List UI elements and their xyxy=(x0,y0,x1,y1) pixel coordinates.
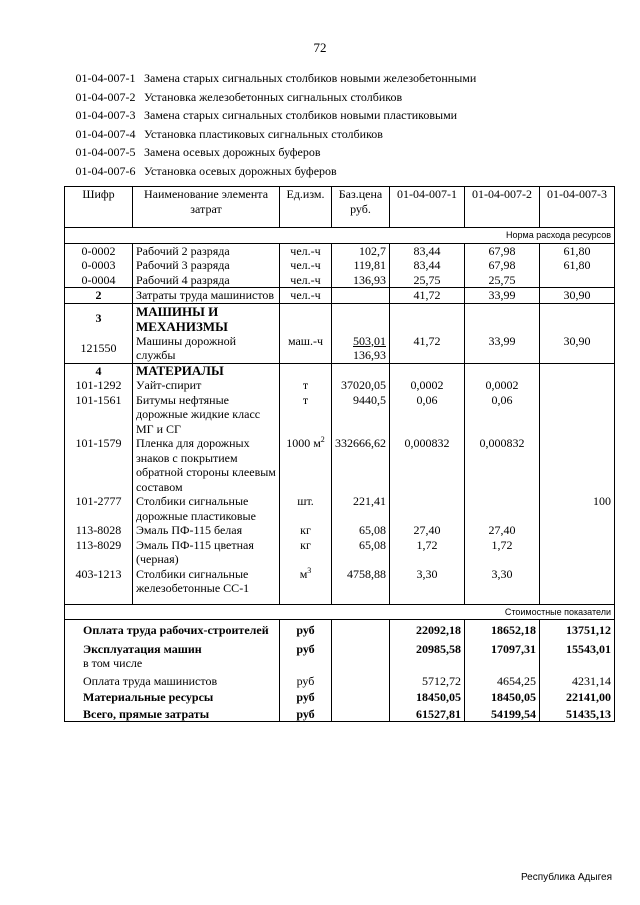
cost-value-2: 18450,05 xyxy=(465,688,540,705)
cost-row xyxy=(65,688,615,705)
cost-value-2: 4654,25 xyxy=(465,671,540,689)
code-id: 01-04-007-3 xyxy=(75,108,136,122)
unit-text: м xyxy=(299,566,308,581)
cost-row xyxy=(65,671,615,689)
unit-superscript: 3 xyxy=(307,565,312,575)
row-unit: маш.-ч xyxy=(280,334,332,364)
row-value-2: 0,000832 xyxy=(465,436,540,494)
cost-value-3: 4231,14 xyxy=(540,671,615,689)
row-code: 113-8028 xyxy=(65,523,133,538)
row-name: Машины дорожной службы xyxy=(133,334,280,364)
row-code: 403-1213 xyxy=(65,567,133,605)
header-name: Наименование элемента затрат xyxy=(133,187,280,228)
row-price: 136,93 xyxy=(332,273,390,288)
row-price: 37020,05 xyxy=(332,378,390,393)
cost-value-2: 17097,31 xyxy=(465,638,540,657)
cost-value-3: 15543,01 xyxy=(540,638,615,657)
code-id: 01-04-007-6 xyxy=(75,163,136,178)
row-price: 4758,88 xyxy=(332,567,390,605)
unit-superscript: 2 xyxy=(320,435,325,444)
row-code: 101-2777 xyxy=(65,494,133,523)
cost-value-3: 13751,12 xyxy=(540,620,615,638)
cost-value-3: 51435,13 xyxy=(540,705,615,722)
cost-name: Эксплуатация машин xyxy=(65,638,280,657)
row-name: Эмаль ПФ-115 цветная (черная) xyxy=(133,538,280,567)
row-name: Уайт-спирит xyxy=(133,378,280,393)
table-header-row xyxy=(65,187,615,228)
table-row xyxy=(65,523,615,538)
table-row xyxy=(65,288,615,304)
cost-value-2: 18652,18 xyxy=(465,620,540,638)
row-value-2: 25,75 xyxy=(465,273,540,288)
norm-caption: Норма расхода ресурсов xyxy=(65,228,615,244)
cost-value-2 xyxy=(465,656,540,671)
row-code: 0-0003 xyxy=(65,258,133,273)
row-name: Столбики сигнальные дорожные пластиковые xyxy=(133,494,280,523)
cost-row xyxy=(65,638,615,657)
row-price: 65,08 xyxy=(332,538,390,567)
cost-value-1: 5712,72 xyxy=(390,671,465,689)
header-col2: 01-04-007-2 xyxy=(465,187,540,228)
row-name: Рабочий 4 разряда xyxy=(133,273,280,288)
cost-name: Всего, прямые затраты xyxy=(65,705,280,722)
row-code: 101-1579 xyxy=(65,436,133,494)
table-row xyxy=(65,393,615,437)
row-value-2: 3,30 xyxy=(465,567,540,605)
row-price: 9440,5 xyxy=(332,393,390,437)
cost-value-2: 54199,54 xyxy=(465,705,540,722)
cost-caption: Стоимостные показатели xyxy=(65,604,615,620)
row-value-2: 67,98 xyxy=(465,258,540,273)
row-price: 119,81 xyxy=(332,258,390,273)
code-id: 01-04-007-1 xyxy=(75,71,136,85)
row-value-3 xyxy=(540,538,615,567)
row-value-2: 67,98 xyxy=(465,243,540,258)
row-code: 121550 xyxy=(65,334,133,364)
section-title: МАТЕРИАЛЫ xyxy=(133,363,280,378)
row-name: Эмаль ПФ-115 белая xyxy=(133,523,280,538)
row-code: 113-8029 xyxy=(65,538,133,567)
row-value-1: 0,0002 xyxy=(390,378,465,393)
section-code: 2 xyxy=(65,288,133,304)
code-description: Замена старых сигнальных столбиков новыми пластиковыми xyxy=(144,108,458,122)
norm-caption-row xyxy=(65,228,615,244)
row-price xyxy=(332,334,390,364)
row-value-1 xyxy=(390,494,465,523)
row-value-3 xyxy=(540,523,615,538)
row-value-3 xyxy=(540,393,615,437)
header-shifr: Шифр xyxy=(65,187,133,228)
row-value-2: 27,40 xyxy=(465,523,540,538)
cost-row xyxy=(65,705,615,722)
table-row xyxy=(65,258,615,273)
code-description: Установка железобетонных сигнальных столбиков xyxy=(144,89,403,104)
table-row xyxy=(65,378,615,393)
row-name: Битумы нефтяные дорожные жидкие класс МГ и СГ xyxy=(133,393,280,437)
row-price: 221,41 xyxy=(332,494,390,523)
row-unit: шт. xyxy=(280,494,332,523)
cost-value-1: 20985,58 xyxy=(390,638,465,657)
row-value-3 xyxy=(540,378,615,393)
cost-row xyxy=(65,656,615,671)
resource-table xyxy=(64,186,615,722)
cost-value-1: 22092,18 xyxy=(390,620,465,638)
row-unit: чел.-ч xyxy=(280,273,332,288)
row-value-2: 33,99 xyxy=(465,288,540,304)
row-value-2: 0,0002 xyxy=(465,378,540,393)
row-value-3 xyxy=(540,567,615,605)
code-description: Замена старых сигнальных столбиков новыми железобетонными xyxy=(144,71,477,85)
section-heading-row xyxy=(65,363,615,378)
row-code: 101-1561 xyxy=(65,393,133,437)
price-value: 136,93 xyxy=(353,348,386,362)
cost-name: в том числе xyxy=(65,656,280,671)
row-value-1: 1,72 xyxy=(390,538,465,567)
row-value-2: 1,72 xyxy=(465,538,540,567)
row-value-3 xyxy=(540,436,615,494)
code-line xyxy=(67,143,476,162)
row-value-1: 41,72 xyxy=(390,334,465,364)
row-unit: чел.-ч xyxy=(280,288,332,304)
row-value-1: 41,72 xyxy=(390,288,465,304)
cost-unit: руб xyxy=(280,620,332,638)
cost-unit: руб xyxy=(280,638,332,657)
row-value-1: 25,75 xyxy=(390,273,465,288)
header-col3: 01-04-007-3 xyxy=(540,187,615,228)
row-value-1: 3,30 xyxy=(390,567,465,605)
row-value-3: 61,80 xyxy=(540,243,615,258)
code-line xyxy=(67,88,476,107)
cost-value-3 xyxy=(540,656,615,671)
row-name: Рабочий 3 разряда xyxy=(133,258,280,273)
row-value-1: 27,40 xyxy=(390,523,465,538)
table-row xyxy=(65,334,615,364)
header-base-price: Баз.цена руб. xyxy=(332,187,390,228)
row-name: Столбики сигнальные железобетонные СС-1 xyxy=(133,567,280,605)
row-name: Пленка для дорожных знаков с покрытием обратной стороны клеевым составом xyxy=(133,436,280,494)
header-col1: 01-04-007-1 xyxy=(390,187,465,228)
code-description: Установка осевых дорожных буферов xyxy=(144,163,337,178)
row-price: 332666,62 xyxy=(332,436,390,494)
cost-name: Оплата труда машинистов xyxy=(65,671,280,689)
cost-unit: руб xyxy=(280,705,332,722)
cost-caption-row xyxy=(65,604,615,620)
cost-value-1 xyxy=(390,656,465,671)
row-price: 102,7 xyxy=(332,243,390,258)
cost-unit: руб xyxy=(280,671,332,689)
cost-unit: руб xyxy=(280,688,332,705)
row-unit: чел.-ч xyxy=(280,258,332,273)
section-code: 4 xyxy=(65,363,133,378)
code-id: 01-04-007-2 xyxy=(75,89,136,104)
table-row xyxy=(65,538,615,567)
table-row xyxy=(65,567,615,605)
row-value-3 xyxy=(540,273,615,288)
code-description: Установка пластиковых сигнальных столбиков xyxy=(144,126,383,141)
unit-text: 1000 м xyxy=(286,436,321,450)
cost-name: Оплата труда рабочих-строителей xyxy=(65,620,280,638)
table-row xyxy=(65,436,615,494)
cost-unit xyxy=(280,656,332,671)
footer-region: Республика Адыгея xyxy=(520,872,612,883)
table-row xyxy=(65,494,615,523)
row-unit: т xyxy=(280,393,332,437)
row-value-1: 0,000832 xyxy=(390,436,465,494)
row-unit: т xyxy=(280,378,332,393)
row-unit xyxy=(280,567,332,605)
page-number: 72 xyxy=(313,40,327,55)
row-value-2: 33,99 xyxy=(465,334,540,364)
code-line xyxy=(67,125,476,144)
cost-value-1: 18450,05 xyxy=(390,688,465,705)
section-title: МАШИНЫ И МЕХАНИЗМЫ xyxy=(133,303,280,334)
cost-name: Материальные ресурсы xyxy=(65,688,280,705)
row-unit: чел.-ч xyxy=(280,243,332,258)
row-name: Рабочий 2 разряда xyxy=(133,243,280,258)
row-price: 65,08 xyxy=(332,523,390,538)
header-unit: Ед.изм. xyxy=(280,187,332,228)
row-value-2 xyxy=(465,494,540,523)
cost-value-1: 61527,81 xyxy=(390,705,465,722)
row-value-3: 30,90 xyxy=(540,288,615,304)
price-value: 503,01 xyxy=(353,333,386,348)
row-code: 0-0004 xyxy=(65,273,133,288)
row-value-1: 83,44 xyxy=(390,243,465,258)
code-description: Замена осевых дорожных буферов xyxy=(144,145,321,159)
row-unit: кг xyxy=(280,538,332,567)
row-value-1: 0,06 xyxy=(390,393,465,437)
code-id: 01-04-007-5 xyxy=(75,145,136,159)
row-name: Затраты труда машинистов xyxy=(133,288,280,304)
code-line xyxy=(67,106,476,125)
row-code: 0-0002 xyxy=(65,243,133,258)
section-code: 3 xyxy=(65,303,133,334)
code-line xyxy=(67,162,476,181)
table-row xyxy=(65,273,615,288)
section-heading-row xyxy=(65,303,615,334)
row-value-1: 83,44 xyxy=(390,258,465,273)
row-code: 101-1292 xyxy=(65,378,133,393)
row-value-3: 100 xyxy=(540,494,615,523)
row-value-2: 0,06 xyxy=(465,393,540,437)
row-value-3: 61,80 xyxy=(540,258,615,273)
code-list xyxy=(67,69,476,180)
cost-row xyxy=(65,620,615,638)
code-line xyxy=(67,69,476,88)
code-id: 01-04-007-4 xyxy=(75,126,136,141)
row-value-3: 30,90 xyxy=(540,334,615,364)
row-unit xyxy=(280,436,332,494)
row-unit: кг xyxy=(280,523,332,538)
table-row xyxy=(65,243,615,258)
cost-value-3: 22141,00 xyxy=(540,688,615,705)
